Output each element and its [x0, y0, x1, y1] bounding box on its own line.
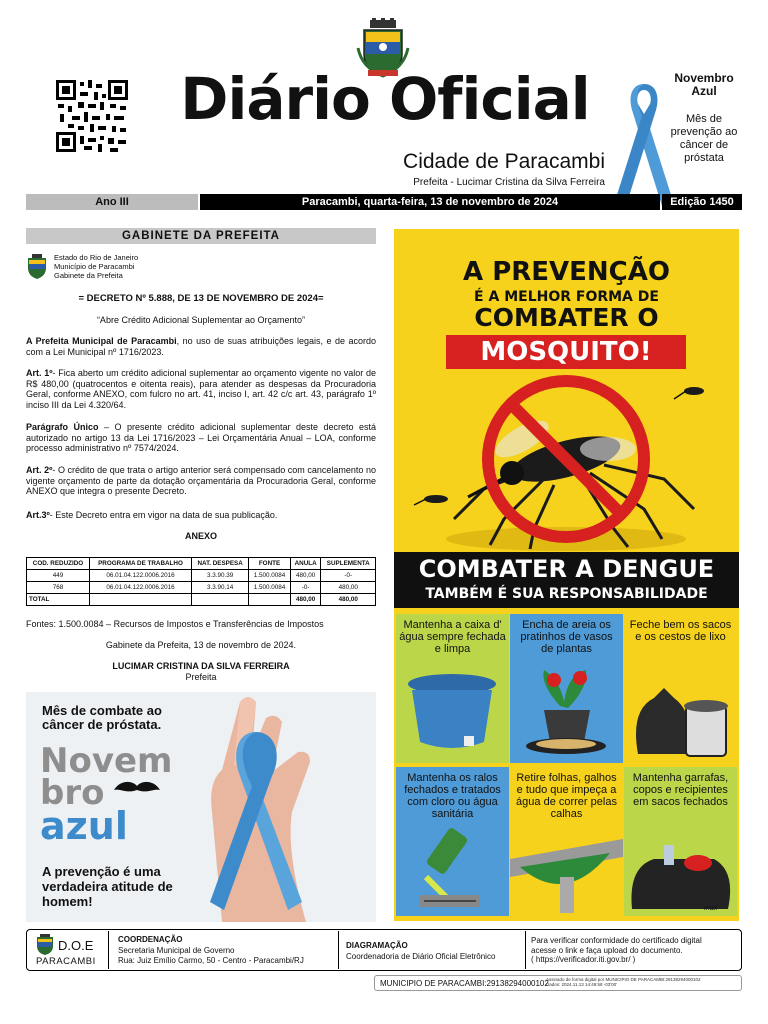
table-cell: 3.3.90.14	[192, 582, 249, 594]
small-crest-icon	[26, 254, 48, 280]
doe-crest-icon	[35, 934, 55, 956]
intro-text: , no uso de suas atribuições legais, e de acordo com a Lei Municipal nº 1716/2023.	[26, 336, 377, 357]
table-cell: 480,00	[321, 582, 376, 594]
art2-text: - O crédito de que trata o artigo anterior será compensado com cancelamento no vigente orçamento de parte da dotação orçamentária da Procuradoria Geral, conforme ANEXO que integra o presente Decreto.	[26, 465, 376, 496]
tip-text: Feche bem os sacos e os cestos de lixo	[629, 619, 732, 643]
footer-divider	[338, 931, 339, 969]
mustache-icon	[112, 780, 162, 798]
org-line-city: Município de Paracambi	[54, 262, 135, 271]
place-date: Gabinete da Prefeita, 13 de novembro de 2024.	[105, 640, 297, 650]
signer-role: Prefeita	[185, 672, 217, 682]
table-cell: 1.500.0084	[249, 570, 291, 582]
tip-trash-bags	[624, 614, 737, 763]
table-cell: 3.3.90.39	[192, 570, 249, 582]
date-line: Paracambi, quarta-feira, 13 de novembro de 2024	[200, 194, 660, 210]
org-line-office: Gabinete da Prefeita	[54, 271, 123, 280]
coord-title: COORDENAÇÃO	[118, 935, 183, 944]
signature-detail-2: Dados: 2024.11.13 14:49:58 -03'00'	[546, 982, 617, 987]
table-header: SUPLEMENTA	[321, 558, 376, 570]
decree-art1	[26, 368, 376, 410]
tip-plant-dishes	[510, 614, 623, 763]
decree-paragraph	[26, 422, 376, 454]
table-cell: 06.01.04.122.0006.2016	[89, 582, 191, 594]
table-header: FONTE	[249, 558, 291, 570]
ad-tagline: A prevenção é uma verdadeira atitude de homem!	[42, 864, 173, 909]
table-cell	[89, 594, 191, 606]
table-cell: 768	[27, 582, 90, 594]
art3-text: - Este Decreto entra em vigor na data de sua publicação.	[49, 510, 278, 520]
table-header: PROGRAMA DE TRABALHO	[89, 558, 191, 570]
tip-text: Mantenha os ralos fechados e tratados com cloro ou água sanitária	[404, 772, 501, 820]
poster-line-3: COMBATER O	[474, 303, 659, 332]
footer-divider	[108, 931, 109, 969]
issue-info-bar	[26, 194, 742, 210]
signature-name: MUNICIPIO DE PARACAMBI:29138294000102	[380, 979, 549, 988]
footer-verification	[531, 936, 702, 965]
mayor-line: Prefeita - Lucimar Cristina da Silva Ferreira	[413, 177, 605, 188]
table-header: ANULA	[290, 558, 321, 570]
tip-drains	[396, 767, 509, 916]
ad-word-novem: Novem	[40, 741, 173, 781]
coord-line-2: Rua: Juiz Emílio Carmo, 50 - Centro - Paracambi/RJ	[118, 956, 304, 965]
verify-line-1: Para verificar conformidade do certificado digital	[531, 936, 702, 945]
ad-word-azul: azul	[40, 804, 128, 848]
mosquito-prohibited-icon	[394, 369, 739, 552]
footer-diagramming	[346, 940, 495, 962]
doe-city: PARACAMBI	[36, 956, 96, 967]
signature-details	[546, 977, 701, 987]
table-cell: 449	[27, 570, 90, 582]
table-cell: -0-	[290, 582, 321, 594]
total-label: TOTAL	[27, 594, 90, 606]
signer-name: LUCIMAR CRISTINA DA SILVA FERREIRA	[112, 661, 290, 671]
masthead-title: Diário Oficial	[180, 65, 590, 133]
poster-line-2: É A MELHOR FORMA DE	[474, 289, 659, 305]
doe-label: D.O.E	[58, 938, 94, 953]
decree-art3	[26, 510, 376, 521]
edition-label: Edição 1450	[662, 194, 742, 210]
ad-heading: Mês de combate ao câncer de próstata.	[42, 703, 162, 732]
signature-detail-1: Assinado de forma digital por MUNICIPIO DE PARACAMBI:29138294000102	[546, 977, 701, 982]
par-bold: Parágrafo Único	[26, 422, 99, 432]
table-row	[27, 582, 376, 594]
par-text: – O presente crédito adicional suplementar deste decreto está autorizado no artigo 13 da Lei 1716/2023 – Lei Orçamentária Anual – LOA, conforme processo administrativo nº 7574/2024.	[26, 422, 376, 453]
decree-title: = DECRETO Nº 5.888, DE 13 DE NOVEMBRO DE 2024=	[78, 293, 324, 304]
table-header: NAT. DESPESA	[192, 558, 249, 570]
org-line-state: Estado do Rio de Janeiro	[54, 253, 139, 262]
table-row	[27, 570, 376, 582]
novembro-azul-ad	[26, 692, 376, 922]
decree-intro	[26, 336, 376, 357]
campaign-title: Novembro Azul	[674, 71, 734, 98]
tip-text: Mantenha garrafas, copos e recipientes em sacos fechados	[632, 772, 729, 808]
table-header-row	[27, 558, 376, 570]
verify-link[interactable]: ( https://verificador.iti.gov.br/ )	[531, 955, 636, 964]
poster-band	[394, 552, 739, 608]
tip-text: Mantenha a caixa d' água sempre fechada e limpa	[399, 619, 506, 655]
tip-text: Retire folhas, galhos e tudo que impeça a água de correr pelas calhas	[516, 772, 617, 820]
sources-line: Fontes: 1.500.0084 – Recursos de Impostos e Transferências de Impostos	[26, 619, 324, 629]
total-suplementa: 480,00	[321, 594, 376, 606]
artist-signature: max	[704, 905, 718, 912]
diag-title: DIAGRAMAÇÃO	[346, 941, 408, 950]
table-cell: 1.500.0084	[249, 582, 291, 594]
table-cell	[192, 594, 249, 606]
tip-bottles	[624, 767, 737, 916]
poster-band-subtitle: TAMBÉM É SUA RESPONSABILIDADE	[425, 586, 708, 602]
tip-text: Encha de areia os pratinhos de vasos de plantas	[520, 619, 613, 655]
poster-line-4: MOSQUITO!	[446, 335, 686, 369]
footer-divider	[525, 931, 526, 969]
poster-band-title: COMBATER A DENGUE	[418, 555, 715, 583]
table-header: COD. REDUZIDO	[27, 558, 90, 570]
total-anula: 480,00	[290, 594, 321, 606]
year-label: Ano III	[26, 194, 198, 210]
city-name: Cidade de Paracambi	[403, 150, 605, 173]
table-cell	[249, 594, 291, 606]
poster-line-1: A PREVENÇÃO	[463, 257, 670, 287]
coord-line-1: Secretaria Municipal de Governo	[118, 945, 235, 955]
ad-word-bro: bro	[40, 773, 105, 813]
annex-table	[26, 557, 376, 606]
tip-gutters	[510, 767, 623, 916]
section-heading: GABINETE DA PREFEITA	[26, 228, 376, 244]
table-cell: 06.01.04.122.0006.2016	[89, 570, 191, 582]
table-total-row	[27, 594, 376, 606]
art3-bold: Art.3º	[26, 510, 50, 520]
footer-coordination	[118, 935, 304, 967]
intro-bold: A Prefeita Municipal de Paracambi	[26, 336, 177, 346]
table-cell: -0-	[321, 570, 376, 582]
tip-water-tank	[396, 614, 509, 763]
dengue-poster	[394, 229, 739, 921]
decree-subtitle: “Abre Crédito Adicional Suplementar ao Orçamento”	[96, 315, 306, 325]
diag-line: Coordenadoria de Diário Oficial Eletrônico	[346, 952, 496, 961]
annex-title: ANEXO	[184, 531, 217, 541]
art1-text: - Fica aberto um crédito adicional suplementar ao orçamento vigente no valor de R$ 480,00 (quatrocentos e oitenta reais), para atender as despesas da Procuradoria Geral, conforme ANEXO, com fulcro no art. 41, inciso I, art. 42 c/c art. 43, parágrafo 1º inciso III da Lei 4.320/64.	[26, 368, 376, 410]
org-lines	[54, 253, 138, 280]
art1-bold: Art. 1º	[26, 368, 53, 378]
qr-code	[56, 80, 128, 152]
verify-line-2: acesse o link e faça upload do documento.	[531, 945, 683, 955]
campaign-text: Mês de prevenção ao câncer de próstata	[670, 113, 738, 164]
table-cell: 480,00	[290, 570, 321, 582]
decree-art2	[26, 465, 376, 497]
art2-bold: Art. 2º	[26, 465, 53, 475]
